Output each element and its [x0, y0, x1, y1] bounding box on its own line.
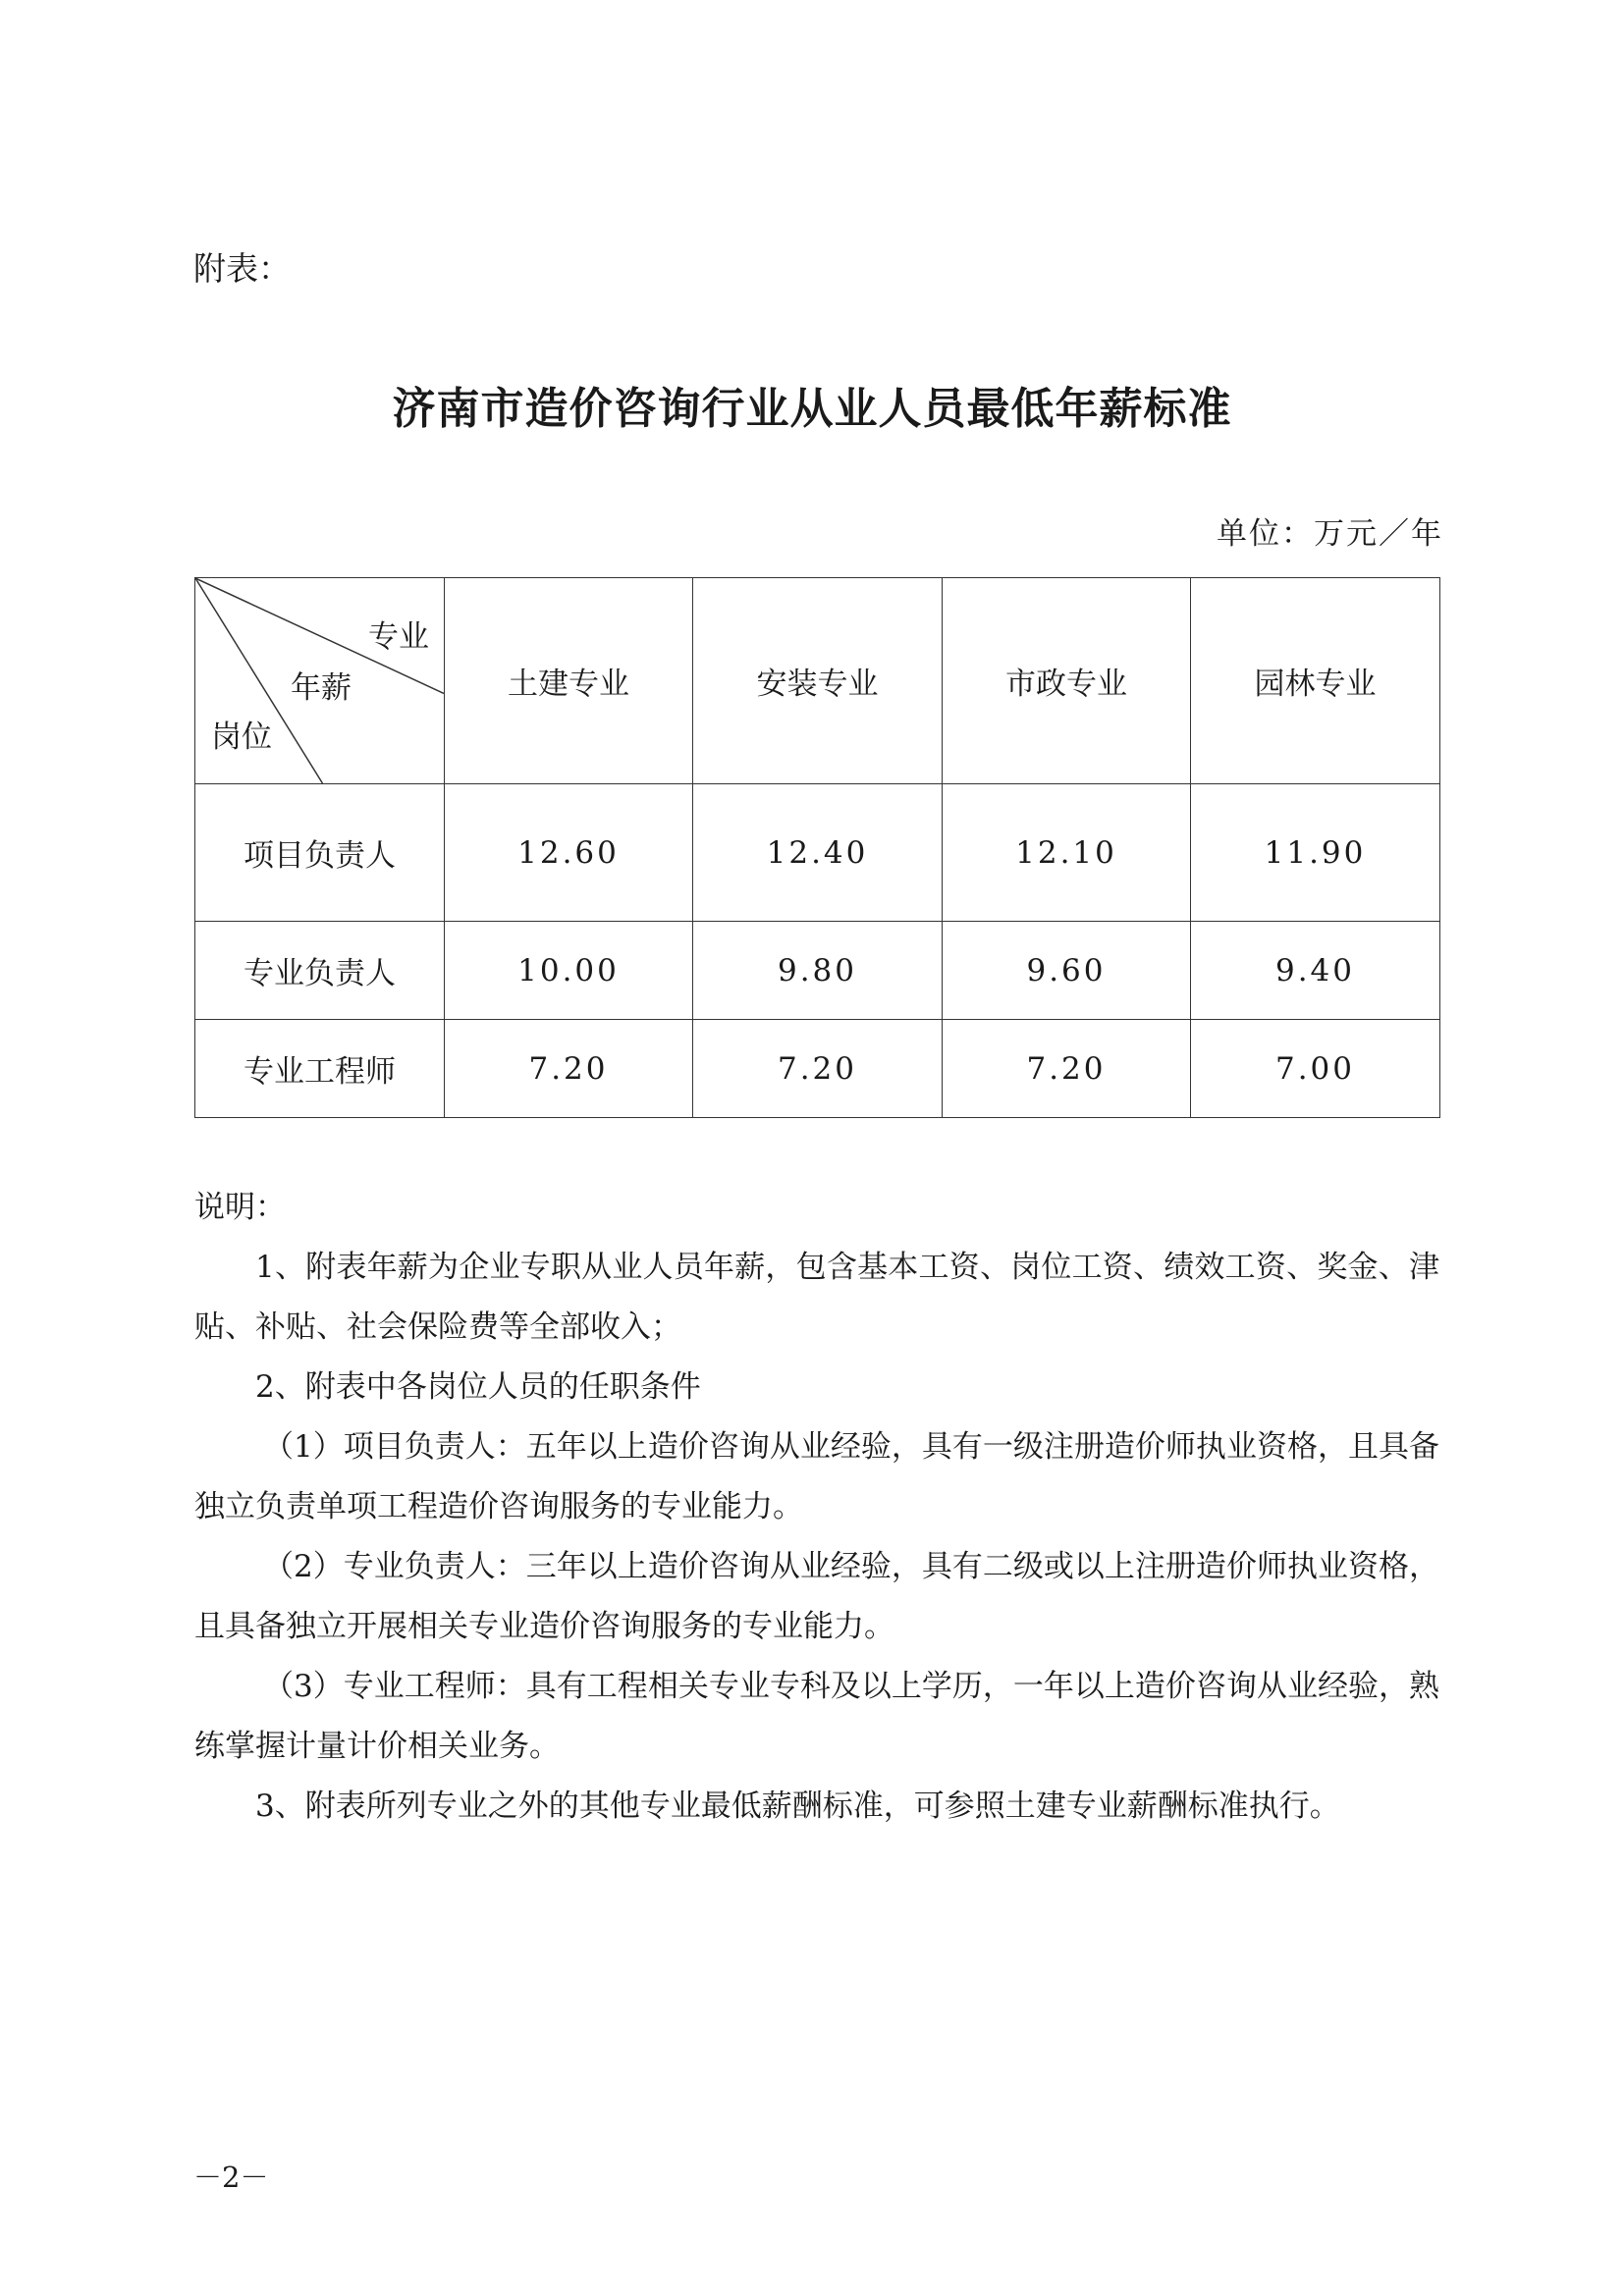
table-cell: 10.00 — [445, 922, 693, 1020]
note-item: 2、附表中各岗位人员的任职条件 — [255, 1369, 701, 1405]
note-item: 1、附表年薪为企业专职从业人员年薪，包含基本工资、岗位工资、绩效工资、奖金、津贴、补贴、社会保险费等全部收入； — [194, 1250, 1439, 1345]
table-cell: 12.40 — [693, 784, 943, 922]
table-row — [195, 922, 1440, 1020]
page-number: －2－ — [193, 2161, 269, 2194]
corner-label-major: 专业 — [368, 619, 429, 655]
corner-label-salary: 年薪 — [291, 670, 352, 706]
table-row — [195, 1020, 1440, 1118]
salary-table — [194, 577, 1440, 1118]
table-cell: 11.90 — [1191, 784, 1440, 922]
column-header: 安装专业 — [693, 578, 943, 784]
column-header: 土建专业 — [445, 578, 693, 784]
table-cell: 9.40 — [1191, 922, 1440, 1020]
corner-label-position: 岗位 — [211, 720, 272, 755]
column-header: 市政专业 — [943, 578, 1191, 784]
table-cell: 7.20 — [445, 1020, 693, 1118]
table-cell: 9.80 — [693, 922, 943, 1020]
row-label: 专业负责人 — [195, 922, 445, 1020]
note-item: 3、附表所列专业之外的其他专业最低薪酬标准，可参照土建专业薪酬标准执行。 — [255, 1789, 1340, 1824]
notes-heading: 说明： — [194, 1190, 286, 1225]
row-label: 项目负责人 — [195, 784, 445, 922]
note-item: （3）专业工程师：具有工程相关专业专科及以上学历，一年以上造价咨询从业经验，熟练掌握计量计价相关业务。 — [194, 1669, 1439, 1764]
table-cell: 7.20 — [943, 1020, 1191, 1118]
row-label: 专业工程师 — [195, 1020, 445, 1118]
table-cell: 12.10 — [943, 784, 1191, 922]
table-cell: 9.60 — [943, 922, 1191, 1020]
note-item: （1）项目负责人：五年以上造价咨询从业经验，具有一级注册造价师执业资格，且具备独立负责单项工程造价咨询服务的专业能力。 — [194, 1429, 1439, 1524]
notes-section — [194, 1178, 1439, 1837]
table-corner-cell — [195, 578, 445, 784]
table-header-row — [195, 578, 1440, 784]
table-cell: 7.00 — [1191, 1020, 1440, 1118]
column-header: 园林专业 — [1191, 578, 1440, 784]
table-cell: 12.60 — [445, 784, 693, 922]
document-title: 济南市造价咨询行业从业人员最低年薪标准 — [392, 384, 1232, 434]
unit-label: 单位：万元／年 — [1217, 516, 1443, 552]
table-cell: 7.20 — [693, 1020, 943, 1118]
attachment-label: 附表： — [193, 249, 291, 288]
note-item: （2）专业负责人：三年以上造价咨询从业经验，具有二级或以上注册造价师执业资格，且具备独立开展相关专业造价咨询服务的专业能力。 — [194, 1549, 1439, 1644]
table-row — [195, 784, 1440, 922]
